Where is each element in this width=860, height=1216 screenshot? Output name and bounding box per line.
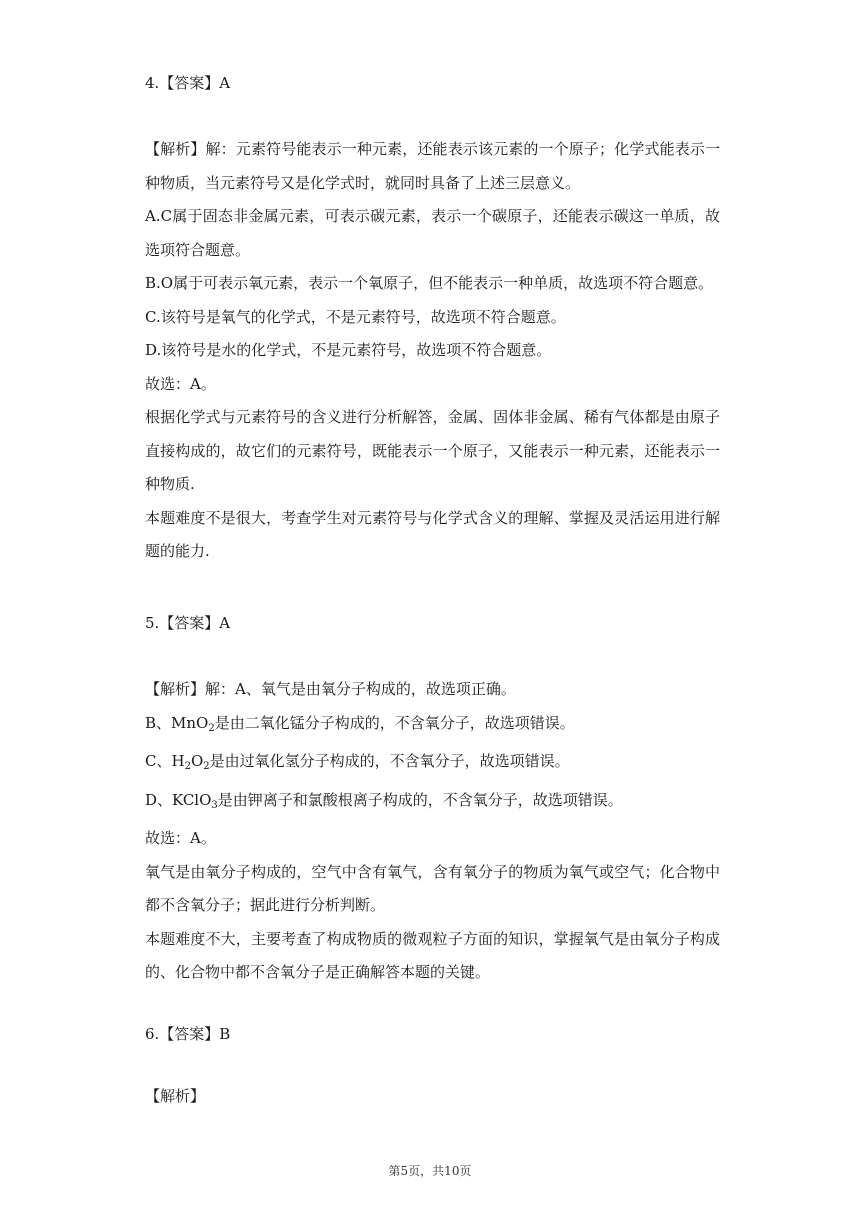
q4-line-7: 本题难度不是很大，考查学生对元素符号与化学式含义的理解、掌握及灵活运用进行解题的能力. (145, 508, 720, 560)
formula-h2o2: $H_2O_2$ (171, 752, 210, 772)
q5-line-2: 氧气是由氧分子构成的，空气中含有氧气，含有氧分子的物质为氧气或空气；化合物中都不含氧分子；据此进行分析判断。 (145, 862, 720, 914)
q4-line-0: 【解析】解：元素符号能表示一种元素，还能表示该元素的一个原子；化学式能表示一种物质，当元素符号又是化学式时，就同时具备了上述三层意义。 (145, 140, 720, 192)
q4-explanation (145, 133, 720, 569)
q4-line-2: B.O属于可表示氧元素，表示一个氧原子，但不能表示一种单质，故选项不符合题意。 (145, 274, 714, 292)
q6-line-1: 【解析】 (145, 1087, 206, 1105)
q5-explanation (145, 673, 720, 990)
q6-explanation (145, 1080, 720, 1114)
formula-mno2: MnO (171, 713, 209, 732)
q5-answer: 5.【答案】A (145, 614, 231, 632)
q4-line-4: D.该符号是水的化学式，不是元素符号，故选项不符合题意。 (145, 341, 552, 359)
q4-line-1: A.C属于固态非金属元素，可表示碳元素，表示一个碳原子，还能表示碳这一单质，故选项符合题意。 (145, 207, 720, 259)
q6-answer: 6.【答案】B (145, 1025, 231, 1043)
page-footer: 第5页，共10页 (388, 1164, 472, 1178)
formula-kclo3: KClO (172, 790, 212, 809)
q4-line-6: 根据化学式与元素符号的含义进行分析解答，金属、固体非金属、稀有气体都是由原子直接构成的，故它们的元素符号，既能表示一个原子，又能表示一种元素，还能表示一种物质. (145, 408, 720, 493)
q4-answer: 4.【答案】A (145, 74, 231, 92)
q4-line-3: C.该符号是氧气的化学式，不是元素符号，故选项不符合题意。 (145, 307, 566, 326)
q5-line-b: B、MnO$_2$是由二氧化锰分子构成的，不含氧分子，故选项错误。 (145, 713, 575, 734)
q5-line-0: 故选：A。 (145, 829, 216, 847)
q5-line-c: C、$H_2O_2$是由过氧化氢分子构成的，不含氧分子，故选项错误。 (145, 752, 570, 772)
q5-line-3: 本题难度不大，主要考查了构成物质的微观粒子方面的知识，掌握氧气是由氧分子构成的、化合物中都不含氧分子是正确解答本题的关键。 (145, 929, 720, 981)
q5-line-d: D、KClO$_3$是由钾离子和氯酸根离子构成的，不含氧分子，故选项错误。 (145, 790, 623, 811)
q4-line-5: 故选：A。 (145, 374, 216, 393)
q5-line-1: 【解析】解：A、氧气是由氧分子构成的，故选项正确。 (145, 680, 516, 698)
